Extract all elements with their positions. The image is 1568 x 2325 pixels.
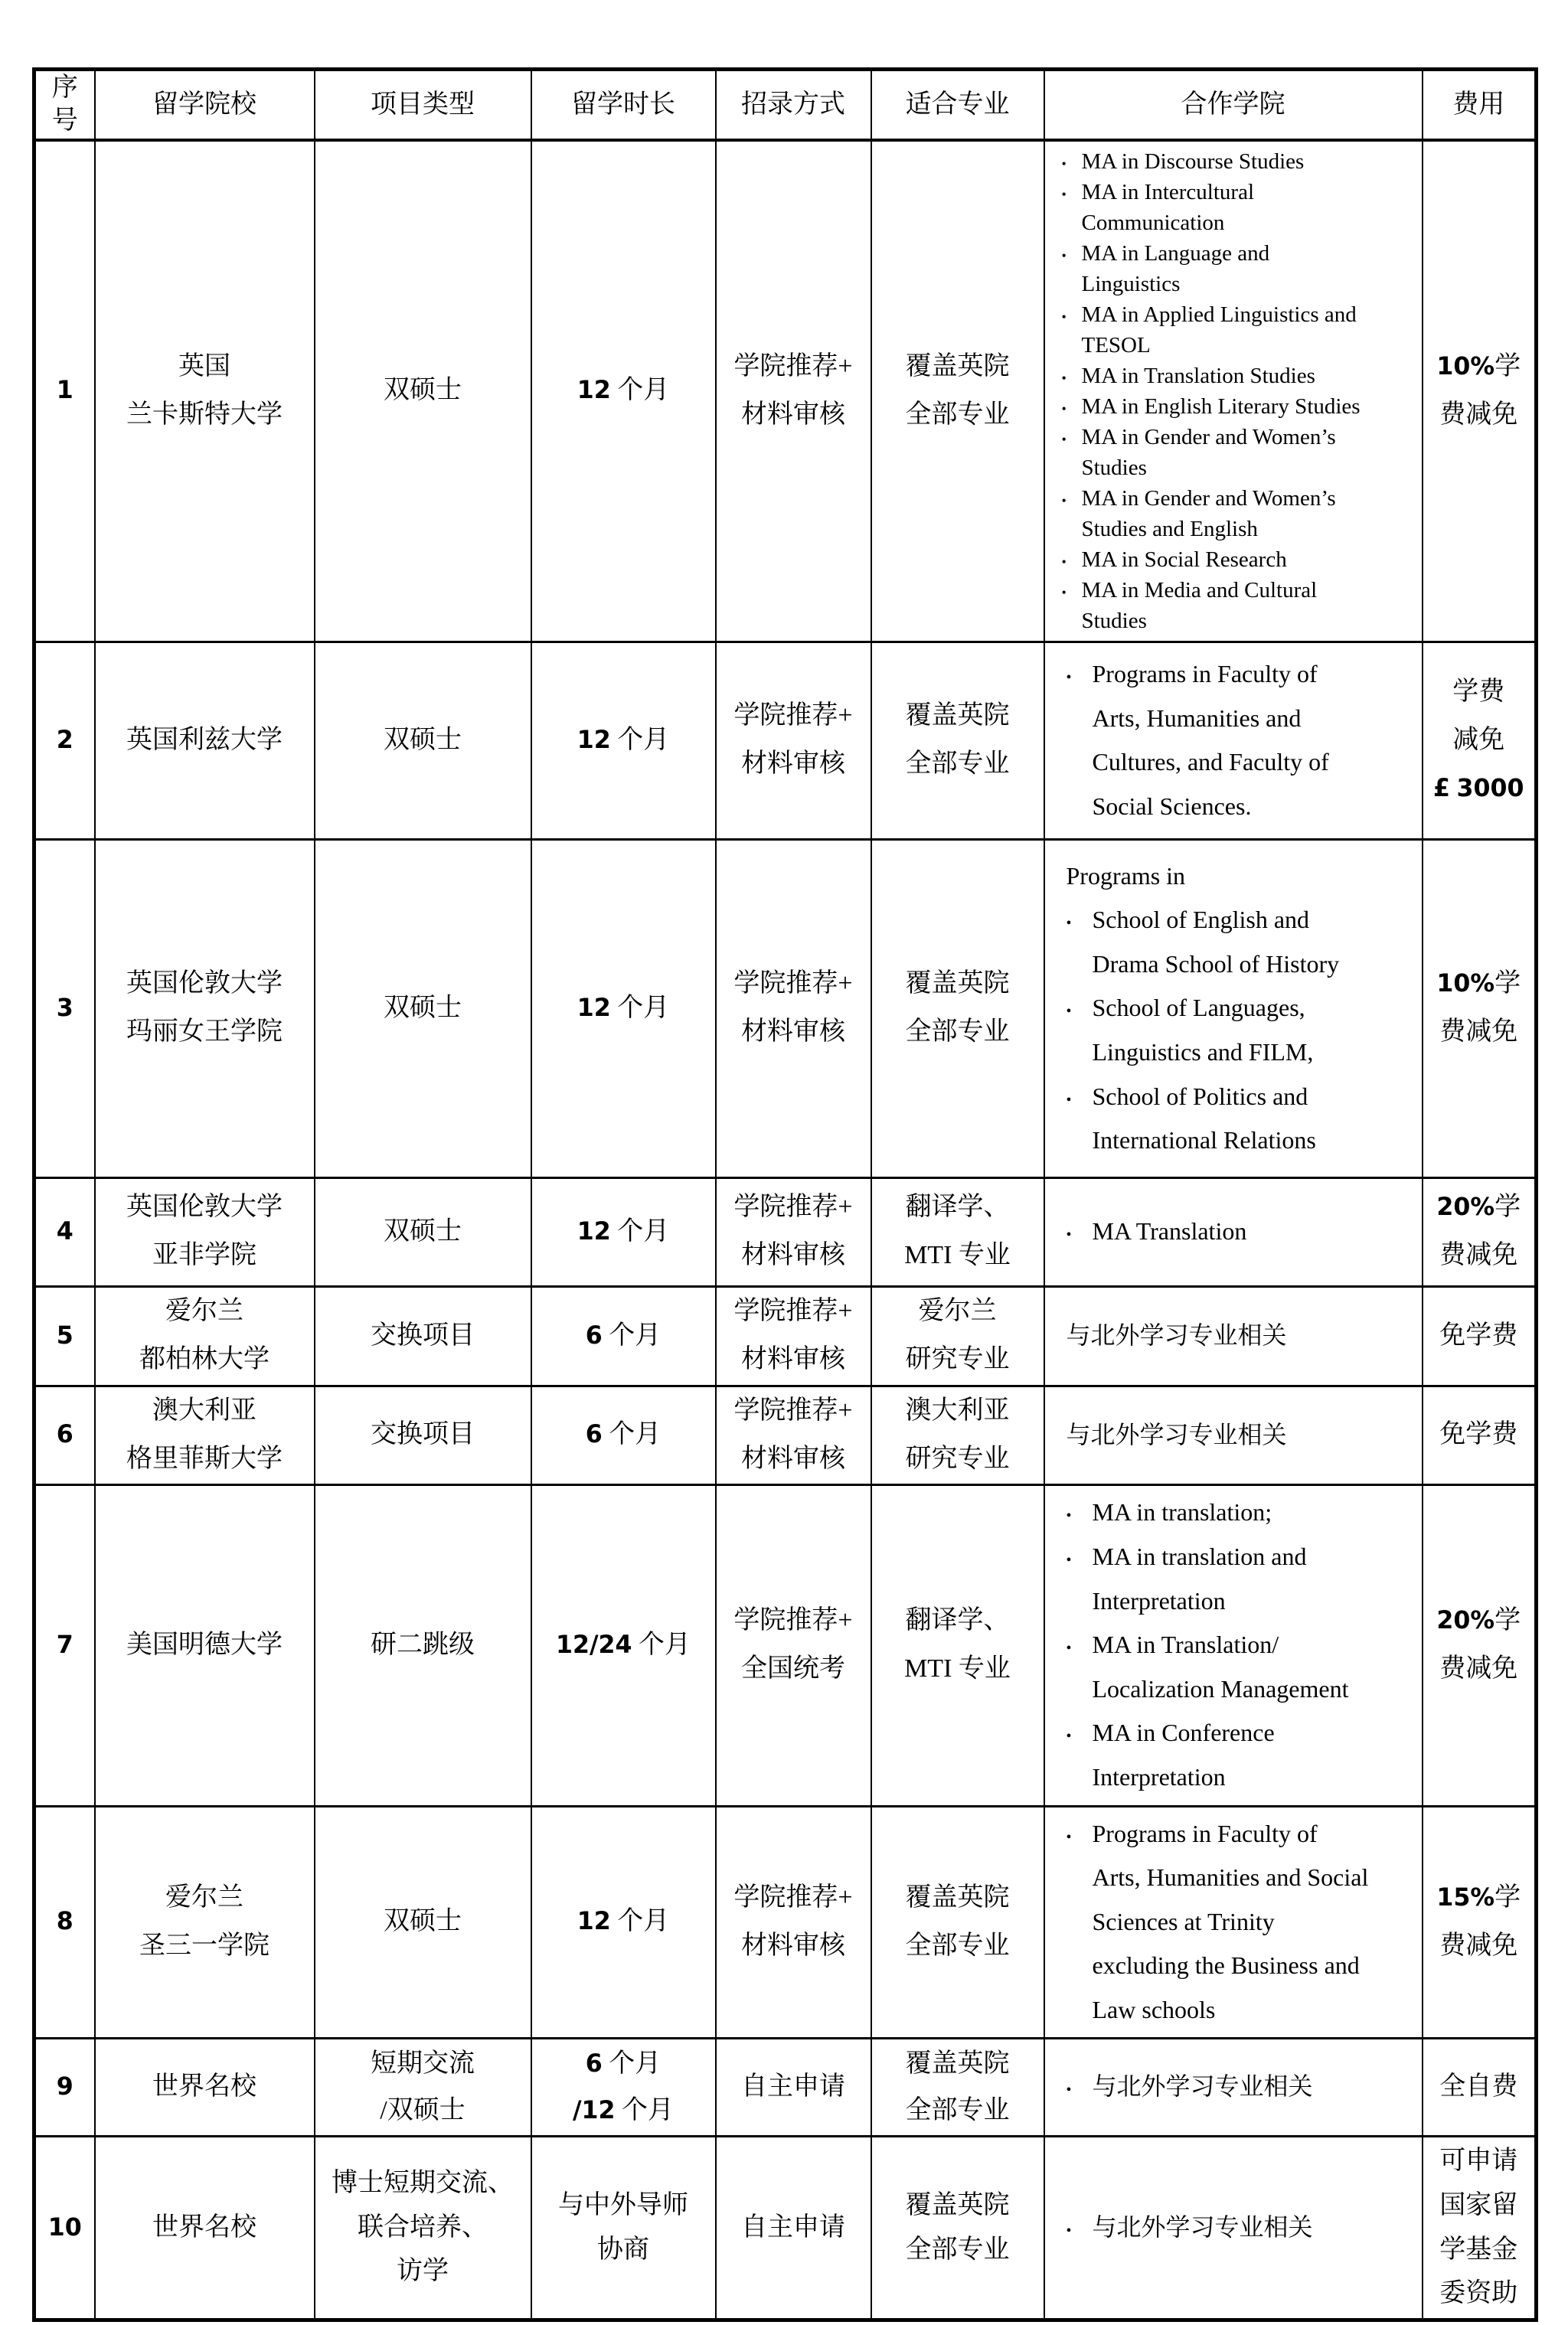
partner-item	[1067, 1491, 1411, 1535]
partner-item-label: MA in translation;	[1092, 1498, 1272, 1527]
cell-type: 双硕士	[315, 1806, 531, 2038]
bullet-icon	[1062, 544, 1082, 575]
cell-school: 澳大利亚 格里菲斯大学	[95, 1386, 315, 1484]
partner-item	[1062, 299, 1411, 361]
cell-duration: 12 个月	[531, 1806, 716, 2038]
partner-item-label: MA Translation	[1092, 1217, 1247, 1246]
partner-item	[1067, 898, 1411, 986]
partner-item	[1062, 575, 1411, 636]
bullet-icon	[1067, 1711, 1093, 1755]
cell-admission: 自主申请	[716, 2038, 871, 2136]
partner-item	[1062, 544, 1411, 575]
cell-school: 爱尔兰 圣三一学院	[95, 1806, 315, 2038]
table-row	[34, 2038, 1537, 2136]
bullet-icon	[1062, 361, 1082, 391]
partner-intro: 与北外学习专业相关	[1066, 1420, 1287, 1448]
cell-majors: 覆盖英院 全部专业	[871, 1806, 1044, 2038]
cell-school: 英国伦敦大学 玛丽女王学院	[95, 839, 315, 1177]
cell-type: 双硕士	[315, 140, 531, 642]
header-cell-duration: 留学时长	[531, 70, 716, 140]
cell-duration: 与中外导师 协商	[531, 2136, 716, 2320]
partner-item	[1067, 986, 1411, 1074]
cell-no: 5	[34, 1286, 95, 1386]
partner-item-label: MA in Gender and Women’s Studies and English	[1081, 485, 1336, 541]
cell-partners	[1044, 839, 1423, 1177]
cell-admission: 学院推荐+ 材料审核	[716, 1177, 871, 1286]
cell-fee: 10%学 费减免	[1423, 140, 1537, 642]
partner-item-label: MA in Intercultural Communication	[1081, 179, 1255, 235]
partner-item	[1067, 652, 1411, 828]
cell-school: 爱尔兰 都柏林大学	[95, 1286, 315, 1386]
cell-admission: 学院推荐+ 材料审核	[716, 1806, 871, 2038]
bullet-icon	[1067, 986, 1093, 1030]
partner-item	[1067, 2206, 1411, 2250]
cell-fee: 20%学 费减免	[1423, 1177, 1537, 1286]
partner-item	[1067, 2065, 1411, 2109]
table-row	[34, 1177, 1537, 1286]
cell-admission: 自主申请	[716, 2136, 871, 2320]
bullet-icon	[1062, 299, 1082, 330]
cell-no: 4	[34, 1177, 95, 1286]
cell-fee: 免学费	[1423, 1386, 1537, 1484]
cell-type: 双硕士	[315, 642, 531, 839]
bullet-icon	[1067, 652, 1093, 697]
partner-item-label: MA in Conference Interpretation	[1092, 1719, 1275, 1791]
cell-admission: 学院推荐+ 材料审核	[716, 140, 871, 642]
table-row	[34, 140, 1537, 642]
partner-item-label: MA in English Literary Studies	[1081, 393, 1361, 419]
cell-partners	[1044, 1806, 1423, 2038]
cell-admission: 学院推荐+ 材料审核	[716, 1286, 871, 1386]
cell-majors: 覆盖英院 全部专业	[871, 2136, 1044, 2320]
cell-majors: 覆盖英院 全部专业	[871, 642, 1044, 839]
cell-duration: 6 个月 /12 个月	[531, 2038, 716, 2136]
bullet-icon	[1067, 898, 1093, 942]
cell-fee: 可申请 国家留 学基金 委资助	[1423, 2136, 1537, 2320]
partner-item-label: MA in Translation/ Localization Management	[1092, 1631, 1349, 1703]
table-row	[34, 2136, 1537, 2320]
cell-no: 8	[34, 1806, 95, 2038]
bullet-icon	[1067, 1210, 1093, 1254]
table-row	[34, 642, 1537, 839]
cell-type: 短期交流 /双硕士	[315, 2038, 531, 2136]
partner-item-label: MA in Applied Linguistics and TESOL	[1081, 302, 1357, 358]
bullet-icon	[1067, 2065, 1093, 2109]
partner-item	[1067, 1711, 1411, 1799]
partner-intro: 与北外学习专业相关	[1066, 1321, 1287, 1350]
cell-partners	[1044, 1286, 1423, 1386]
table-body	[34, 140, 1537, 2320]
partner-item-label: Programs in Faculty of Arts, Humanities and Social Sciences at Trinity excluding the Business and Law schools	[1092, 1819, 1369, 2023]
cell-school: 英国伦敦大学 亚非学院	[95, 1177, 315, 1286]
table-row	[34, 839, 1537, 1177]
partner-item-label: MA in Gender and Women’s Studies	[1081, 424, 1336, 480]
partner-item	[1067, 1075, 1411, 1163]
partner-item-label: MA in Translation Studies	[1081, 363, 1315, 388]
bullet-icon	[1067, 2206, 1093, 2250]
partner-item-label: School of Languages, Linguistics and FILM,	[1092, 994, 1314, 1066]
bullet-icon	[1067, 1491, 1093, 1535]
partner-item-label: School of Politics and International Relations	[1092, 1082, 1316, 1154]
partner-item-label: MA in Discourse Studies	[1081, 149, 1305, 174]
partner-item	[1062, 146, 1411, 177]
cell-duration: 6 个月	[531, 1286, 716, 1386]
bullet-icon	[1062, 391, 1082, 422]
cell-fee: 10%学 费减免	[1423, 839, 1537, 1177]
cell-duration: 12 个月	[531, 839, 716, 1177]
cell-fee: 全自费	[1423, 2038, 1537, 2136]
cell-admission: 学院推荐+ 材料审核	[716, 1386, 871, 1484]
cell-type: 交换项目	[315, 1386, 531, 1484]
bullet-icon	[1067, 1535, 1093, 1579]
bullet-icon	[1062, 575, 1082, 606]
bullet-icon	[1062, 177, 1082, 207]
cell-partners	[1044, 1177, 1423, 1286]
cell-majors: 爱尔兰 研究专业	[871, 1286, 1044, 1386]
bullet-icon	[1062, 422, 1082, 452]
cell-majors: 翻译学、 MTI 专业	[871, 1177, 1044, 1286]
bullet-icon	[1067, 1812, 1093, 1856]
cell-school: 世界名校	[95, 2038, 315, 2136]
cell-type: 博士短期交流、 联合培养、 访学	[315, 2136, 531, 2320]
cell-majors: 覆盖英院 全部专业	[871, 839, 1044, 1177]
study-abroad-programs-table	[32, 67, 1538, 2322]
partner-item	[1062, 177, 1411, 238]
partner-item-label: Programs in Faculty of Arts, Humanities and Cultures, and Faculty of Social Sciences.	[1092, 660, 1329, 820]
cell-school: 世界名校	[95, 2136, 315, 2320]
cell-no: 6	[34, 1386, 95, 1484]
partner-item-label: 与北外学习专业相关	[1092, 2212, 1313, 2241]
partner-item-label: MA in translation and Interpretation	[1092, 1543, 1307, 1615]
partner-item	[1062, 483, 1411, 544]
partner-item	[1067, 1535, 1411, 1623]
partner-item-label: MA in Social Research	[1081, 547, 1287, 572]
cell-no: 1	[34, 140, 95, 642]
header-row	[34, 70, 1537, 140]
cell-type: 交换项目	[315, 1286, 531, 1386]
cell-type: 研二跳级	[315, 1484, 531, 1806]
cell-fee: 20%学 费减免	[1423, 1484, 1537, 1806]
partner-item	[1067, 1812, 1411, 2033]
table-row	[34, 1806, 1537, 2038]
cell-partners	[1044, 642, 1423, 839]
header-cell-fee: 费用	[1423, 70, 1537, 140]
cell-no: 2	[34, 642, 95, 839]
cell-no: 3	[34, 839, 95, 1177]
cell-partners	[1044, 1484, 1423, 1806]
header-cell-school: 留学院校	[95, 70, 315, 140]
cell-majors: 覆盖英院 全部专业	[871, 140, 1044, 642]
cell-majors: 翻译学、 MTI 专业	[871, 1484, 1044, 1806]
partner-item-label: 与北外学习专业相关	[1092, 2072, 1313, 2101]
partner-item-label: MA in Media and Cultural Studies	[1081, 577, 1318, 633]
header-cell-majors: 适合专业	[871, 70, 1044, 140]
partner-item	[1062, 361, 1411, 391]
header-cell-no: 序 号	[34, 70, 95, 140]
table-row	[34, 1386, 1537, 1484]
cell-no: 7	[34, 1484, 95, 1806]
bullet-icon	[1062, 483, 1082, 514]
partner-item-label: School of English and Drama School of History	[1092, 906, 1340, 978]
cell-school: 英国 兰卡斯特大学	[95, 140, 315, 642]
cell-school: 英国利兹大学	[95, 642, 315, 839]
cell-fee: 免学费	[1423, 1286, 1537, 1386]
table-row	[34, 1286, 1537, 1386]
cell-no: 10	[34, 2136, 95, 2320]
bullet-icon	[1062, 146, 1082, 177]
cell-majors: 覆盖英院 全部专业	[871, 2038, 1044, 2136]
cell-type: 双硕士	[315, 1177, 531, 1286]
cell-no: 9	[34, 2038, 95, 2136]
header-cell-partners: 合作学院	[1044, 70, 1423, 140]
bullet-icon	[1067, 1623, 1093, 1667]
cell-partners	[1044, 1386, 1423, 1484]
cell-fee: 15%学 费减免	[1423, 1806, 1537, 2038]
bullet-icon	[1062, 238, 1082, 269]
table-row	[34, 1484, 1537, 1806]
header-cell-type: 项目类型	[315, 70, 531, 140]
partner-intro: Programs in	[1066, 861, 1186, 890]
bullet-icon	[1067, 1075, 1093, 1119]
partner-item	[1067, 1210, 1411, 1254]
partner-item	[1062, 238, 1411, 299]
cell-majors: 澳大利亚 研究专业	[871, 1386, 1044, 1484]
cell-duration: 12 个月	[531, 1177, 716, 1286]
cell-fee: 学费 减免 £ 3000	[1423, 642, 1537, 839]
cell-admission: 学院推荐+ 材料审核	[716, 839, 871, 1177]
cell-admission: 学院推荐+ 全国统考	[716, 1484, 871, 1806]
cell-duration: 12 个月	[531, 140, 716, 642]
cell-type: 双硕士	[315, 839, 531, 1177]
partner-item-label: MA in Language and Linguistics	[1081, 240, 1270, 296]
cell-duration: 6 个月	[531, 1386, 716, 1484]
cell-duration: 12/24 个月	[531, 1484, 716, 1806]
cell-partners	[1044, 2136, 1423, 2320]
cell-admission: 学院推荐+ 材料审核	[716, 642, 871, 839]
partner-item	[1067, 1623, 1411, 1711]
cell-duration: 12 个月	[531, 642, 716, 839]
header-cell-admission: 招录方式	[716, 70, 871, 140]
cell-partners	[1044, 2038, 1423, 2136]
cell-school: 美国明德大学	[95, 1484, 315, 1806]
cell-partners	[1044, 140, 1423, 642]
partner-item	[1062, 422, 1411, 483]
partner-item	[1062, 391, 1411, 422]
